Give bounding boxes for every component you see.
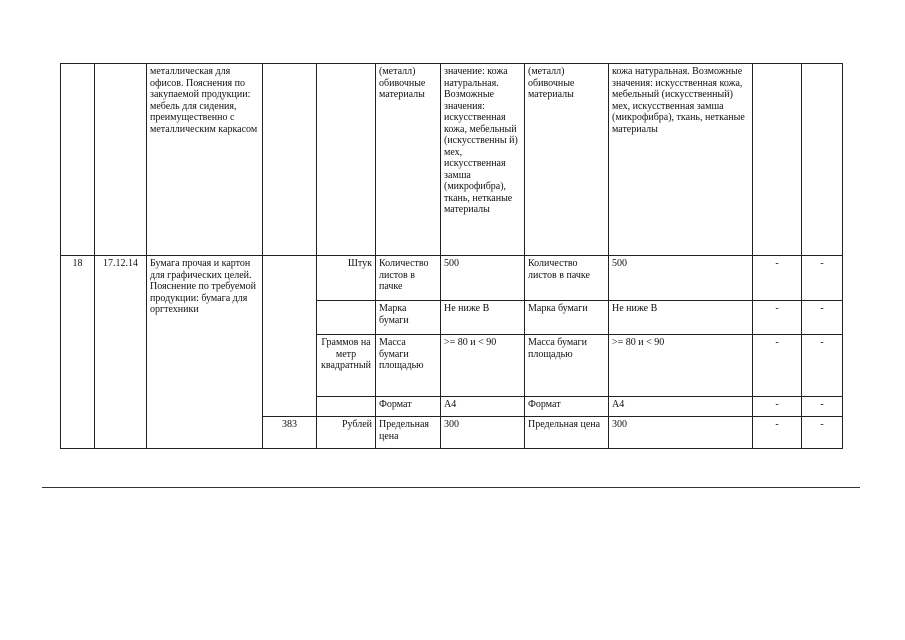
cell-val2: 300 xyxy=(609,417,753,449)
cell-dash: - xyxy=(753,335,802,397)
cell-val2: A4 xyxy=(609,397,753,417)
cell-val2: >= 80 и < 90 xyxy=(609,335,753,397)
cell-char2: Количество листов в пачке xyxy=(525,256,609,301)
cell-dash: - xyxy=(802,335,843,397)
cell-unit xyxy=(317,64,376,256)
cell-dash: - xyxy=(753,256,802,301)
cell-dash: - xyxy=(802,301,843,335)
cell-unit: Штук xyxy=(317,256,376,301)
page-divider-line xyxy=(42,487,860,488)
cell-val1: значение: кожа натуральная. Возможные значения: искусственная кожа, мебельный (искусственны й) мех, искусственная замша (микрофибра), ткань, нетканые материалы xyxy=(441,64,525,256)
cell-dash: - xyxy=(802,256,843,301)
cell-unit xyxy=(317,301,376,335)
cell-char1: (металл) обивочные материалы xyxy=(376,64,441,256)
cell-char1: Формат xyxy=(376,397,441,417)
cell-unit: Рублей xyxy=(317,417,376,449)
cell-char2: Марка бумаги xyxy=(525,301,609,335)
cell-val2: 500 xyxy=(609,256,753,301)
cell-val2: кожа натуральная. Возможные значения: искусственная кожа, мебельный (искусственный) мех, искусственная замша (микрофибра), ткань, нетканые материалы xyxy=(609,64,753,256)
cell-extra2 xyxy=(802,64,843,256)
cell-unit xyxy=(317,397,376,417)
cell-val2: Не ниже B xyxy=(609,301,753,335)
cell-char1: Количество листов в пачке xyxy=(376,256,441,301)
cell-dash: - xyxy=(753,397,802,417)
table-row xyxy=(61,256,843,301)
cell-dash: - xyxy=(753,417,802,449)
cell-char1: Масса бумаги площадью xyxy=(376,335,441,397)
cell-char1: Предельная цена xyxy=(376,417,441,449)
cell-unit: Граммов на метр квадратный xyxy=(317,335,376,397)
cell-dash: - xyxy=(753,301,802,335)
cell-num: 18 xyxy=(61,256,95,449)
cell-okei xyxy=(263,64,317,256)
cell-val1: A4 xyxy=(441,397,525,417)
cell-code: 17.12.14 xyxy=(95,256,147,449)
cell-val1: 300 xyxy=(441,417,525,449)
cell-code xyxy=(95,64,147,256)
cell-char1: Марка бумаги xyxy=(376,301,441,335)
cell-char2: (металл) обивочные материалы xyxy=(525,64,609,256)
cell-val1: 500 xyxy=(441,256,525,301)
cell-num xyxy=(61,64,95,256)
cell-char2: Масса бумаги площадью xyxy=(525,335,609,397)
cell-char2: Предельная цена xyxy=(525,417,609,449)
cell-extra1 xyxy=(753,64,802,256)
cell-okei: 383 xyxy=(263,417,317,449)
cell-val1: Не ниже B xyxy=(441,301,525,335)
cell-okei xyxy=(263,256,317,417)
cell-dash: - xyxy=(802,397,843,417)
cell-char2: Формат xyxy=(525,397,609,417)
cell-val1: >= 80 и < 90 xyxy=(441,335,525,397)
cell-dash: - xyxy=(802,417,843,449)
cell-name: металлическая для офисов. Пояснения по закупаемой продукции: мебель для сидения, преимущественно с металлическим каркасом xyxy=(147,64,263,256)
table-row-continuation xyxy=(61,64,843,256)
characteristics-table xyxy=(60,63,843,449)
cell-name: Бумага прочая и картон для графических целей. Пояснение по требуемой продукции: бумага для оргтехники xyxy=(147,256,263,449)
